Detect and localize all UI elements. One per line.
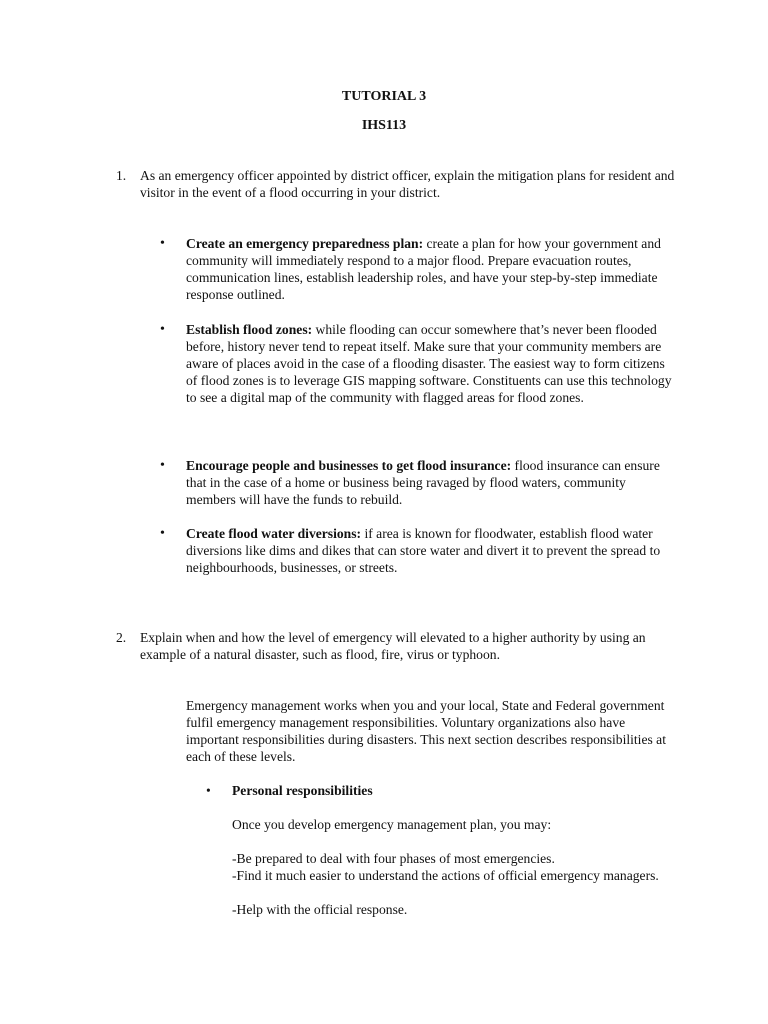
answer-paragraph: Emergency management works when you and your local, State and Federal government fulfil emergency management responsibilities. Voluntary organizations also have important responsibilities during disasters. This next section describes responsibilities at each of these levels. [186,698,666,764]
bullet-item-preparedness-plan [160,235,676,303]
bullet-icon: • [160,458,165,473]
course-code: IHS113 [361,118,407,133]
bullet-heading: Create an emergency preparedness plan: [186,236,424,251]
question-1 [116,167,676,201]
bullet-item-flood-zones [160,321,676,406]
list-item: -Help with the official response. [232,902,408,917]
responsibilities-intro: Once you develop emergency management plan, you may: [232,817,552,832]
bullet-item-water-diversions [160,525,676,576]
sub-bullet-heading: Personal responsibilities [232,783,373,798]
question-2 [116,629,676,663]
bullet-body: while flooding can occur somewhere that’s never been flooded before, history never tend to repeat itself. Make sure that your community members are aware of places avoid in the case of a flooding disaster. The easiest way to form citizens of flood zones is to leverage GIS mapping software. Constituents can use this technology to see a digital map of the community with flagged areas for flood zones. [186,322,672,405]
question-2-text: Explain when and how the level of emergency will elevated to a higher authority by using an example of a natural disaster, such as flood, fire, virus or typhoon. [140,630,646,662]
bullet-icon: • [160,322,165,337]
bullet-body: if area is known for floodwater, establish flood water diversions like dims and dikes that can store water and divert it to prevent the spread to neighbourhoods, businesses, or streets. [186,526,661,575]
list-item: -Find it much easier to understand the actions of official emergency managers. [232,868,659,883]
bullet-heading: Establish flood zones: [186,322,313,337]
sub-bullet-personal-responsibilities [206,782,672,799]
bullet-icon: • [206,783,211,798]
document-title: TUTORIAL 3 [341,89,427,104]
bullet-item-flood-insurance [160,457,676,508]
bullet-icon: • [160,526,165,541]
question-1-text: As an emergency officer appointed by district officer, explain the mitigation plans for resident and visitor in the event of a flood occurring in your district. [140,168,675,200]
bullet-heading: Encourage people and businesses to get flood insurance: [186,458,512,473]
list-item: -Be prepared to deal with four phases of most emergencies. [232,851,555,866]
bullet-body: flood insurance can ensure that in the case of a home or business being ravaged by flood waters, community members will have the funds to rebuild. [186,458,660,507]
bullet-body: create a plan for how your government and community will immediately respond to a major flood. Prepare evacuation routes, communication lines, establish leadership roles, and have your step-by-step immediate response outlined. [186,236,661,302]
bullet-icon: • [160,236,165,251]
question-1-number: 1. [116,168,127,183]
question-2-number: 2. [116,630,127,645]
bullet-heading: Create flood water diversions: [186,526,362,541]
